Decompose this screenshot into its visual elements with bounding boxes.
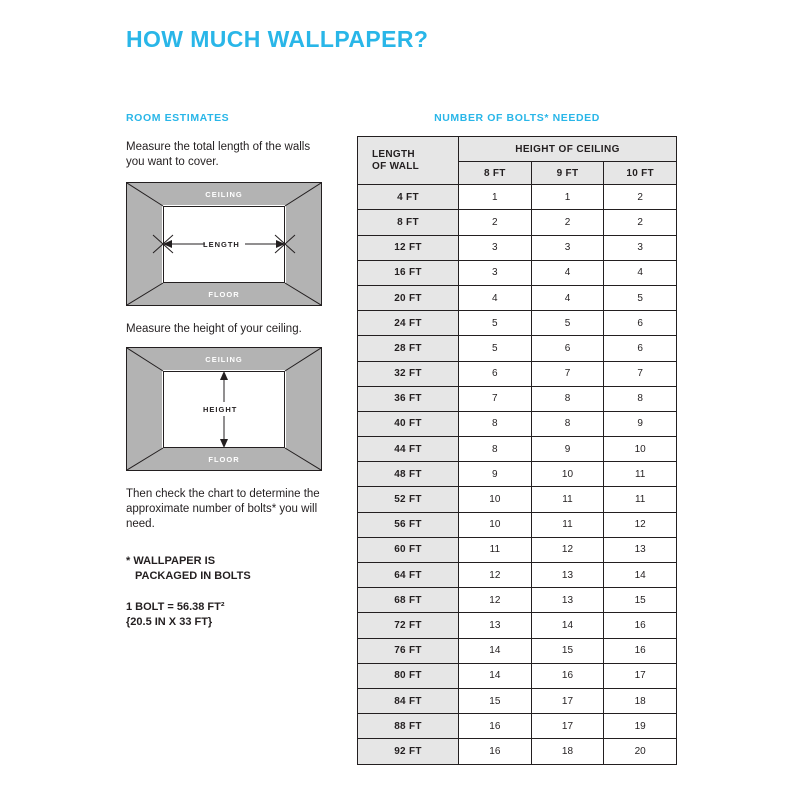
bolts-value-cell: 7 xyxy=(531,361,604,386)
column-header-10ft: 10 FT xyxy=(604,162,677,185)
bolts-table-section xyxy=(357,112,677,765)
wall-length-cell: 60 FT xyxy=(358,537,459,562)
bolts-value-cell: 15 xyxy=(459,688,532,713)
bolt-area-line: 1 BOLT = 56.38 FT² xyxy=(126,601,225,613)
bolts-value-cell: 16 xyxy=(531,663,604,688)
footnote-line-2: PACKAGED IN BOLTS xyxy=(135,570,251,582)
bolts-value-cell: 13 xyxy=(531,588,604,613)
height-dimension-label: HEIGHT xyxy=(203,405,238,414)
wall-length-cell: 48 FT xyxy=(358,462,459,487)
wall-length-cell: 80 FT xyxy=(358,663,459,688)
bolts-value-cell: 16 xyxy=(459,739,532,764)
bolts-value-cell: 16 xyxy=(604,613,677,638)
table-row xyxy=(358,260,677,285)
table-row xyxy=(358,537,677,562)
bolts-value-cell: 18 xyxy=(604,688,677,713)
wall-length-cell: 68 FT xyxy=(358,588,459,613)
bolts-value-cell: 13 xyxy=(531,563,604,588)
table-row xyxy=(358,512,677,537)
wall-length-cell: 40 FT xyxy=(358,411,459,436)
bolts-value-cell: 4 xyxy=(531,260,604,285)
page-title: HOW MUCH WALLPAPER? xyxy=(126,26,429,52)
instruction-check-chart: Then check the chart to determine the approximate number of bolts* you will need. xyxy=(126,488,320,530)
bolts-value-cell: 1 xyxy=(459,185,532,210)
bolts-value-cell: 11 xyxy=(604,462,677,487)
bolts-value-cell: 6 xyxy=(604,311,677,336)
instruction-measure-height: Measure the height of your ceiling. xyxy=(126,323,302,335)
bolts-value-cell: 12 xyxy=(459,563,532,588)
bolts-value-cell: 2 xyxy=(604,210,677,235)
floor-label: FLOOR xyxy=(208,290,240,299)
table-row xyxy=(358,663,677,688)
corner-header-line-1: LENGTH xyxy=(372,148,415,160)
bolts-value-cell: 11 xyxy=(531,512,604,537)
bolt-dimensions-line: {20.5 IN X 33 FT} xyxy=(126,616,213,628)
table-row xyxy=(358,336,677,361)
table-row xyxy=(358,613,677,638)
wall-length-cell: 28 FT xyxy=(358,336,459,361)
table-header-row-1 xyxy=(358,137,677,162)
bolts-value-cell: 16 xyxy=(604,638,677,663)
wall-length-cell: 76 FT xyxy=(358,638,459,663)
table-row xyxy=(358,185,677,210)
table-row xyxy=(358,361,677,386)
bolts-value-cell: 8 xyxy=(459,437,532,462)
wall-length-cell: 24 FT xyxy=(358,311,459,336)
bolts-value-cell: 8 xyxy=(459,411,532,436)
floor-label: FLOOR xyxy=(208,455,240,464)
bolts-value-cell: 13 xyxy=(604,537,677,562)
bolts-value-cell: 17 xyxy=(531,688,604,713)
bolts-value-cell: 4 xyxy=(531,285,604,310)
bolts-table-body xyxy=(358,185,677,764)
bolts-value-cell: 10 xyxy=(531,462,604,487)
bolts-value-cell: 16 xyxy=(459,714,532,739)
bolts-value-cell: 2 xyxy=(604,185,677,210)
table-row xyxy=(358,588,677,613)
bolts-value-cell: 6 xyxy=(459,361,532,386)
bolts-value-cell: 6 xyxy=(604,336,677,361)
bolts-value-cell: 1 xyxy=(531,185,604,210)
bolts-value-cell: 3 xyxy=(459,260,532,285)
ceiling-height-header: HEIGHT OF CEILING xyxy=(459,137,677,162)
room-estimates-heading: ROOM ESTIMATES xyxy=(126,112,230,124)
bolts-value-cell: 17 xyxy=(531,714,604,739)
wall-length-cell: 4 FT xyxy=(358,185,459,210)
bolts-value-cell: 10 xyxy=(604,437,677,462)
room-diagram-height xyxy=(126,347,322,471)
bolts-value-cell: 18 xyxy=(531,739,604,764)
table-row xyxy=(358,462,677,487)
bolts-value-cell: 20 xyxy=(604,739,677,764)
bolts-value-cell: 12 xyxy=(531,537,604,562)
bolts-value-cell: 3 xyxy=(531,235,604,260)
wall-length-cell: 64 FT xyxy=(358,563,459,588)
wall-length-cell: 52 FT xyxy=(358,487,459,512)
table-row xyxy=(358,437,677,462)
ceiling-label: CEILING xyxy=(205,355,243,364)
wall-length-cell: 20 FT xyxy=(358,285,459,310)
ceiling-label: CEILING xyxy=(205,190,243,199)
bolts-value-cell: 9 xyxy=(604,411,677,436)
bolts-value-cell: 3 xyxy=(459,235,532,260)
table-row xyxy=(358,386,677,411)
table-row xyxy=(358,563,677,588)
footnote-line-1: * WALLPAPER IS xyxy=(126,555,216,567)
bolt-size-note xyxy=(126,600,326,630)
bolts-value-cell: 5 xyxy=(604,285,677,310)
bolts-value-cell: 15 xyxy=(604,588,677,613)
bolts-value-cell: 15 xyxy=(531,638,604,663)
bolts-value-cell: 14 xyxy=(459,638,532,663)
wall-length-cell: 72 FT xyxy=(358,613,459,638)
bolts-value-cell: 17 xyxy=(604,663,677,688)
bolts-value-cell: 14 xyxy=(459,663,532,688)
bolts-value-cell: 7 xyxy=(604,361,677,386)
table-row xyxy=(358,688,677,713)
column-header-8ft: 8 FT xyxy=(459,162,532,185)
bolts-value-cell: 14 xyxy=(604,563,677,588)
bolts-table-head xyxy=(358,137,677,185)
bolts-value-cell: 19 xyxy=(604,714,677,739)
instruction-measure-length: Measure the total length of the walls you want to cover. xyxy=(126,141,311,168)
room-estimates-section xyxy=(126,112,326,630)
bolts-value-cell: 12 xyxy=(459,588,532,613)
bolts-value-cell: 5 xyxy=(531,311,604,336)
wall-length-cell: 92 FT xyxy=(358,739,459,764)
wall-length-cell: 12 FT xyxy=(358,235,459,260)
table-row xyxy=(358,311,677,336)
wall-length-cell: 56 FT xyxy=(358,512,459,537)
table-row xyxy=(358,714,677,739)
bolts-value-cell: 9 xyxy=(531,437,604,462)
bolts-value-cell: 4 xyxy=(604,260,677,285)
bolts-value-cell: 10 xyxy=(459,512,532,537)
bolts-table xyxy=(357,136,677,765)
corner-header xyxy=(358,137,459,185)
table-row xyxy=(358,638,677,663)
wall-length-cell: 44 FT xyxy=(358,437,459,462)
wall-length-cell: 36 FT xyxy=(358,386,459,411)
bolts-value-cell: 8 xyxy=(531,386,604,411)
bolts-value-cell: 8 xyxy=(531,411,604,436)
bolts-value-cell: 4 xyxy=(459,285,532,310)
bolts-value-cell: 13 xyxy=(459,613,532,638)
wall-length-cell: 16 FT xyxy=(358,260,459,285)
wallpaper-footnote xyxy=(126,554,326,584)
wall-length-cell: 84 FT xyxy=(358,688,459,713)
table-row xyxy=(358,210,677,235)
table-row xyxy=(358,739,677,764)
bolts-value-cell: 5 xyxy=(459,311,532,336)
bolts-value-cell: 2 xyxy=(459,210,532,235)
bolts-value-cell: 6 xyxy=(531,336,604,361)
table-row xyxy=(358,235,677,260)
bolts-value-cell: 9 xyxy=(459,462,532,487)
bolts-value-cell: 10 xyxy=(459,487,532,512)
table-row xyxy=(358,285,677,310)
bolts-table-heading: NUMBER OF BOLTS* NEEDED xyxy=(434,112,600,124)
bolts-value-cell: 5 xyxy=(459,336,532,361)
bolts-value-cell: 11 xyxy=(531,487,604,512)
bolts-value-cell: 11 xyxy=(604,487,677,512)
bolts-value-cell: 12 xyxy=(604,512,677,537)
column-header-9ft: 9 FT xyxy=(531,162,604,185)
room-diagram-length xyxy=(126,182,322,306)
wall-length-cell: 88 FT xyxy=(358,714,459,739)
bolts-value-cell: 7 xyxy=(459,386,532,411)
bolts-value-cell: 14 xyxy=(531,613,604,638)
bolts-value-cell: 3 xyxy=(604,235,677,260)
bolts-value-cell: 8 xyxy=(604,386,677,411)
corner-header-line-2: OF WALL xyxy=(372,160,420,172)
table-row xyxy=(358,487,677,512)
table-row xyxy=(358,411,677,436)
bolts-value-cell: 11 xyxy=(459,537,532,562)
wall-length-cell: 8 FT xyxy=(358,210,459,235)
bolts-value-cell: 2 xyxy=(531,210,604,235)
length-dimension-label: LENGTH xyxy=(203,240,240,249)
wall-length-cell: 32 FT xyxy=(358,361,459,386)
